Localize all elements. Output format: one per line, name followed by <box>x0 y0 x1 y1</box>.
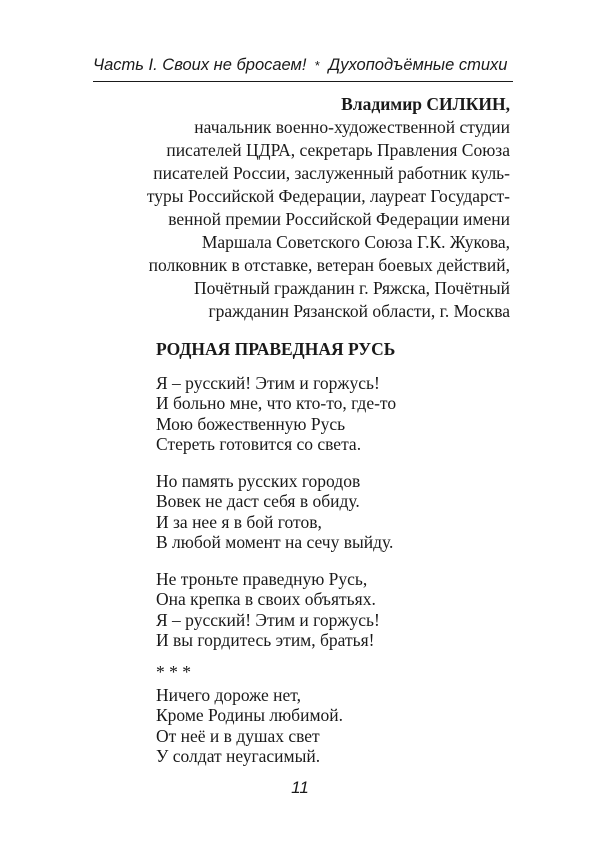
author-bio <box>90 93 510 323</box>
poem-line: Мою божественную Русь <box>156 413 346 434</box>
poem-line: Я – русский! Этим и горжусь! <box>156 609 380 630</box>
poem-stanza <box>156 471 393 552</box>
running-header <box>93 55 511 76</box>
poem-line: Вовек не даст себя в обиду. <box>156 491 360 512</box>
bio-line: Почётный гражданин г. Ряжска, Почётный <box>194 278 510 298</box>
poem-line: И вы гордитесь этим, братья! <box>156 629 375 650</box>
bio-line: венной премии Российской Федерации имени <box>168 209 510 229</box>
header-separator: * <box>314 58 320 73</box>
poem-line: И за нее я в бой готов, <box>156 511 322 532</box>
bio-line: писателей ЦДРА, секретарь Правления Союза <box>166 140 510 160</box>
author-name: Владимир СИЛКИН, <box>341 94 510 114</box>
poem-line: Стереть готовится со света. <box>156 433 362 454</box>
bio-line: туры Российской Федерации, лауреат Государст- <box>146 186 510 206</box>
poem-stanza <box>156 373 396 454</box>
poem-title: РОДНАЯ ПРАВЕДНАЯ РУСЬ <box>156 339 396 359</box>
bio-line: гражданин Рязанской области, г. Москва <box>208 301 510 321</box>
poem-line: И больно мне, что кто-то, где-то <box>156 393 397 414</box>
poem-line: Кроме Родины любимой. <box>156 705 344 726</box>
page-number: 11 <box>291 778 309 797</box>
bio-line: Маршала Советского Союза Г.К. Жукова, <box>201 232 510 252</box>
poem-separator <box>156 662 191 682</box>
poem-stanza <box>156 685 343 766</box>
poem-line: Не троньте праведную Русь, <box>156 569 368 589</box>
poem-stanza <box>156 569 380 650</box>
bio-line: писателей России, заслуженный работник куль- <box>153 163 510 183</box>
bio-line: полковник в отставке, ветеран боевых действий, <box>148 255 510 275</box>
header-part-title: Часть I. Своих не бросаем! <box>93 56 307 74</box>
poem-line: Она крепка в своих объятьях. <box>156 589 376 610</box>
poem-line: Ничего дороже нет, <box>156 685 301 705</box>
poem-line: Я – русский! Этим и горжусь! <box>156 373 380 393</box>
poem-line: Но память русских городов <box>156 471 361 491</box>
poem-line: От неё и в душах свет <box>156 725 320 746</box>
poem-line: У солдат неугасимый. <box>156 745 321 766</box>
poem-line: В любой момент на сечу выйду. <box>156 531 394 552</box>
header-section-title: Духоподъёмные стихи <box>328 56 508 74</box>
bio-line: начальник военно-художественной студии <box>194 117 510 137</box>
asterism: * * * <box>156 662 191 682</box>
header-rule <box>93 81 513 82</box>
